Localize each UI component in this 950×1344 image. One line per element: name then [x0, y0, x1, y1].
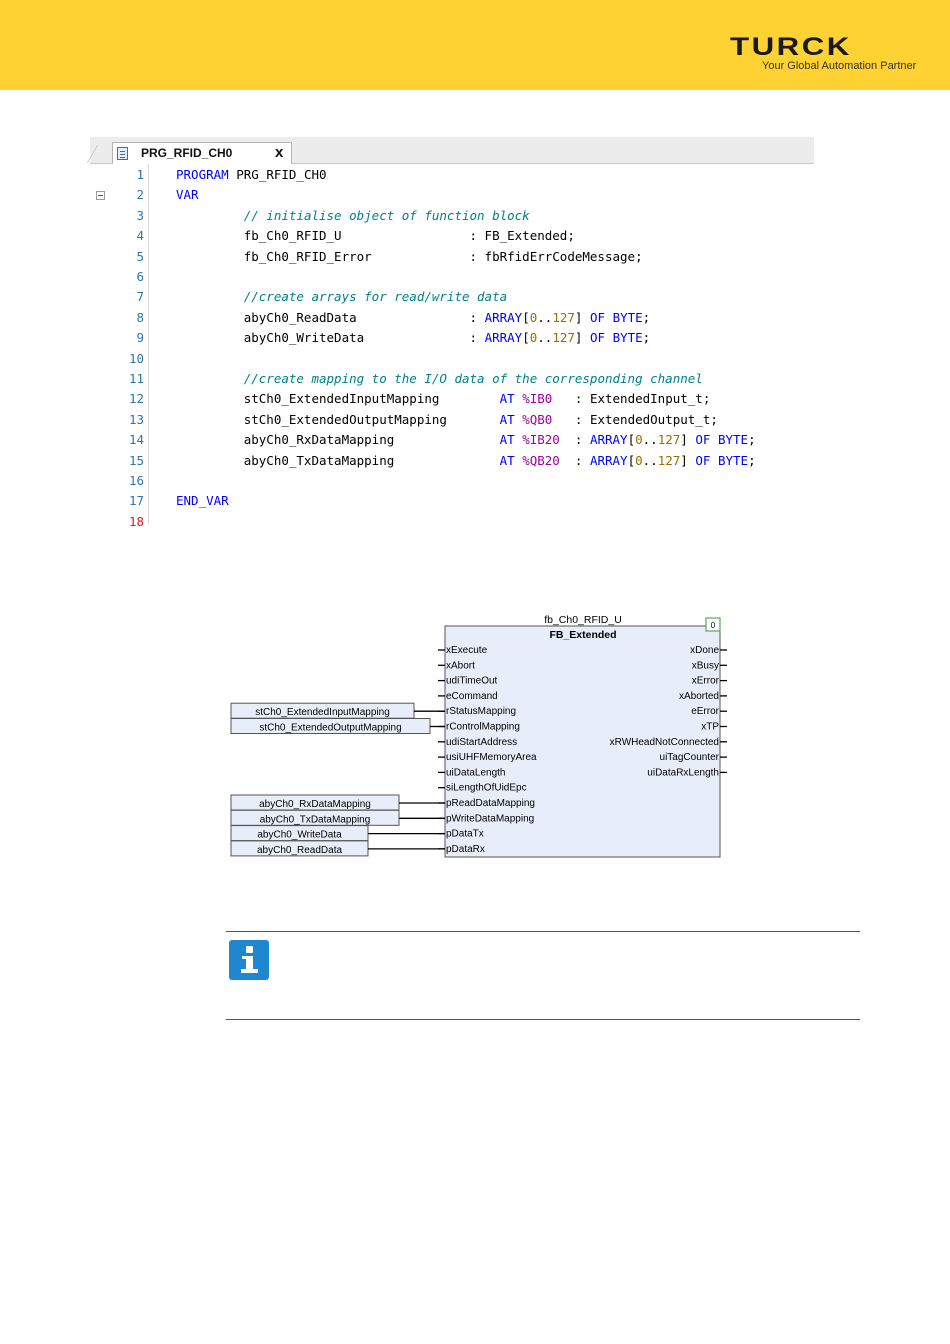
- variable-label: stCh0_ExtendedOutputMapping: [259, 722, 402, 734]
- exec-order: 0: [710, 621, 716, 630]
- code-text: END_VAR: [176, 493, 229, 509]
- code-text: fb_Ch0_RFID_U : FB_Extended;: [176, 228, 575, 244]
- code-text: // initialise object of function block: [243, 207, 530, 223]
- code-text: abyCh0_RxDataMapping AT %IB20 : ARRAY[0..127] OF BYTE;: [176, 432, 756, 448]
- input-pin-label: udiTimeOut: [446, 675, 498, 687]
- input-pin-label: eCommand: [446, 690, 498, 702]
- code-text: VAR: [176, 187, 199, 203]
- line-number: 7: [136, 289, 144, 305]
- line-number: 17: [128, 493, 144, 509]
- input-pin-label: siLengthOfUidEpc: [446, 782, 527, 794]
- variable-label: stCh0_ExtendedInputMapping: [255, 707, 390, 719]
- variable-label: abyCh0_ReadData: [256, 844, 343, 856]
- code-text: fb_Ch0_RFID_Error : fbRfidErrCodeMessage;: [176, 248, 643, 264]
- line-number: 2: [136, 187, 144, 203]
- input-pin-label: rControlMapping: [446, 721, 520, 733]
- fb-type-name: FB_Extended: [549, 629, 617, 641]
- code-text: //create arrays for read/write data: [243, 289, 508, 305]
- code-text: stCh0_ExtendedInputMapping AT %IB0 : ExtendedInput_t;: [176, 391, 711, 407]
- input-pin-label: pWriteDataMapping: [446, 813, 535, 825]
- output-pin-label: xTP: [701, 721, 719, 733]
- output-pin-label: xRWHeadNotConnected: [609, 736, 719, 748]
- line-number: 14: [128, 432, 144, 448]
- input-pin-label: pDataTx: [446, 828, 484, 840]
- code-text: abyCh0_ReadData : ARRAY[0..127] OF BYTE;: [176, 309, 651, 325]
- logo-tagline: Your Global Automation Partner: [762, 60, 917, 72]
- output-pin-label: uiDataRxLength: [647, 767, 719, 779]
- input-pin-label: udiStartAddress: [446, 736, 518, 748]
- input-pin-label: pReadDataMapping: [446, 798, 535, 809]
- line-number: 18: [128, 513, 144, 529]
- variable-label: abyCh0_RxDataMapping: [259, 799, 371, 810]
- note-top-rule: [226, 931, 860, 932]
- input-pin-label: rStatusMapping: [446, 706, 517, 718]
- line-number: 10: [128, 350, 144, 366]
- input-pin-label: uiDataLength: [446, 767, 506, 779]
- code-text: PROGRAM PRG_RFID_CH0: [176, 167, 327, 182]
- code-text: abyCh0_TxDataMapping AT %QB20 : ARRAY[0..127] OF BYTE;: [176, 452, 756, 468]
- line-number: 16: [128, 473, 144, 488]
- info-icon: [229, 940, 269, 980]
- input-pin-label: xAbort: [446, 660, 475, 672]
- line-number: 11: [128, 371, 144, 386]
- variable-label: abyCh0_WriteData: [257, 829, 342, 841]
- output-pin-label: xDone: [690, 645, 719, 656]
- input-pin-label: xExecute: [446, 645, 488, 656]
- tab-label: PRG_RFID_CH0: [141, 146, 233, 160]
- input-pin-label: pDataRx: [446, 843, 485, 855]
- output-pin-label: xAborted: [678, 690, 719, 702]
- fb-instance-name: fb_Ch0_RFID_U: [544, 614, 622, 626]
- output-pin-label: xError: [691, 675, 719, 687]
- output-pin-label: uiTagCounter: [659, 752, 719, 764]
- line-number: 5: [136, 248, 144, 264]
- line-number: 8: [136, 309, 144, 325]
- line-number: 12: [128, 391, 144, 407]
- output-pin-label: xBusy: [691, 660, 719, 672]
- note-bottom-rule: [226, 1019, 860, 1020]
- code-text: abyCh0_WriteData : ARRAY[0..127] OF BYTE;: [176, 330, 651, 346]
- line-number: 6: [136, 269, 144, 284]
- close-icon[interactable]: x: [275, 144, 284, 161]
- variable-label: abyCh0_TxDataMapping: [259, 814, 371, 826]
- line-number: 3: [136, 207, 144, 223]
- logo-wordmark: TURCK: [730, 33, 852, 61]
- input-pin-label: usiUHFMemoryArea: [446, 752, 537, 764]
- line-number: 4: [136, 228, 144, 244]
- code-text: //create mapping to the I/O data of the corresponding channel: [243, 371, 703, 386]
- line-number: 1: [136, 167, 144, 182]
- line-number: 15: [128, 452, 144, 468]
- line-number: 9: [136, 330, 144, 346]
- code-text: stCh0_ExtendedOutputMapping AT %QB0 : ExtendedOutput_t;: [176, 411, 718, 427]
- line-number: 13: [128, 411, 144, 427]
- output-pin-label: eError: [691, 706, 719, 718]
